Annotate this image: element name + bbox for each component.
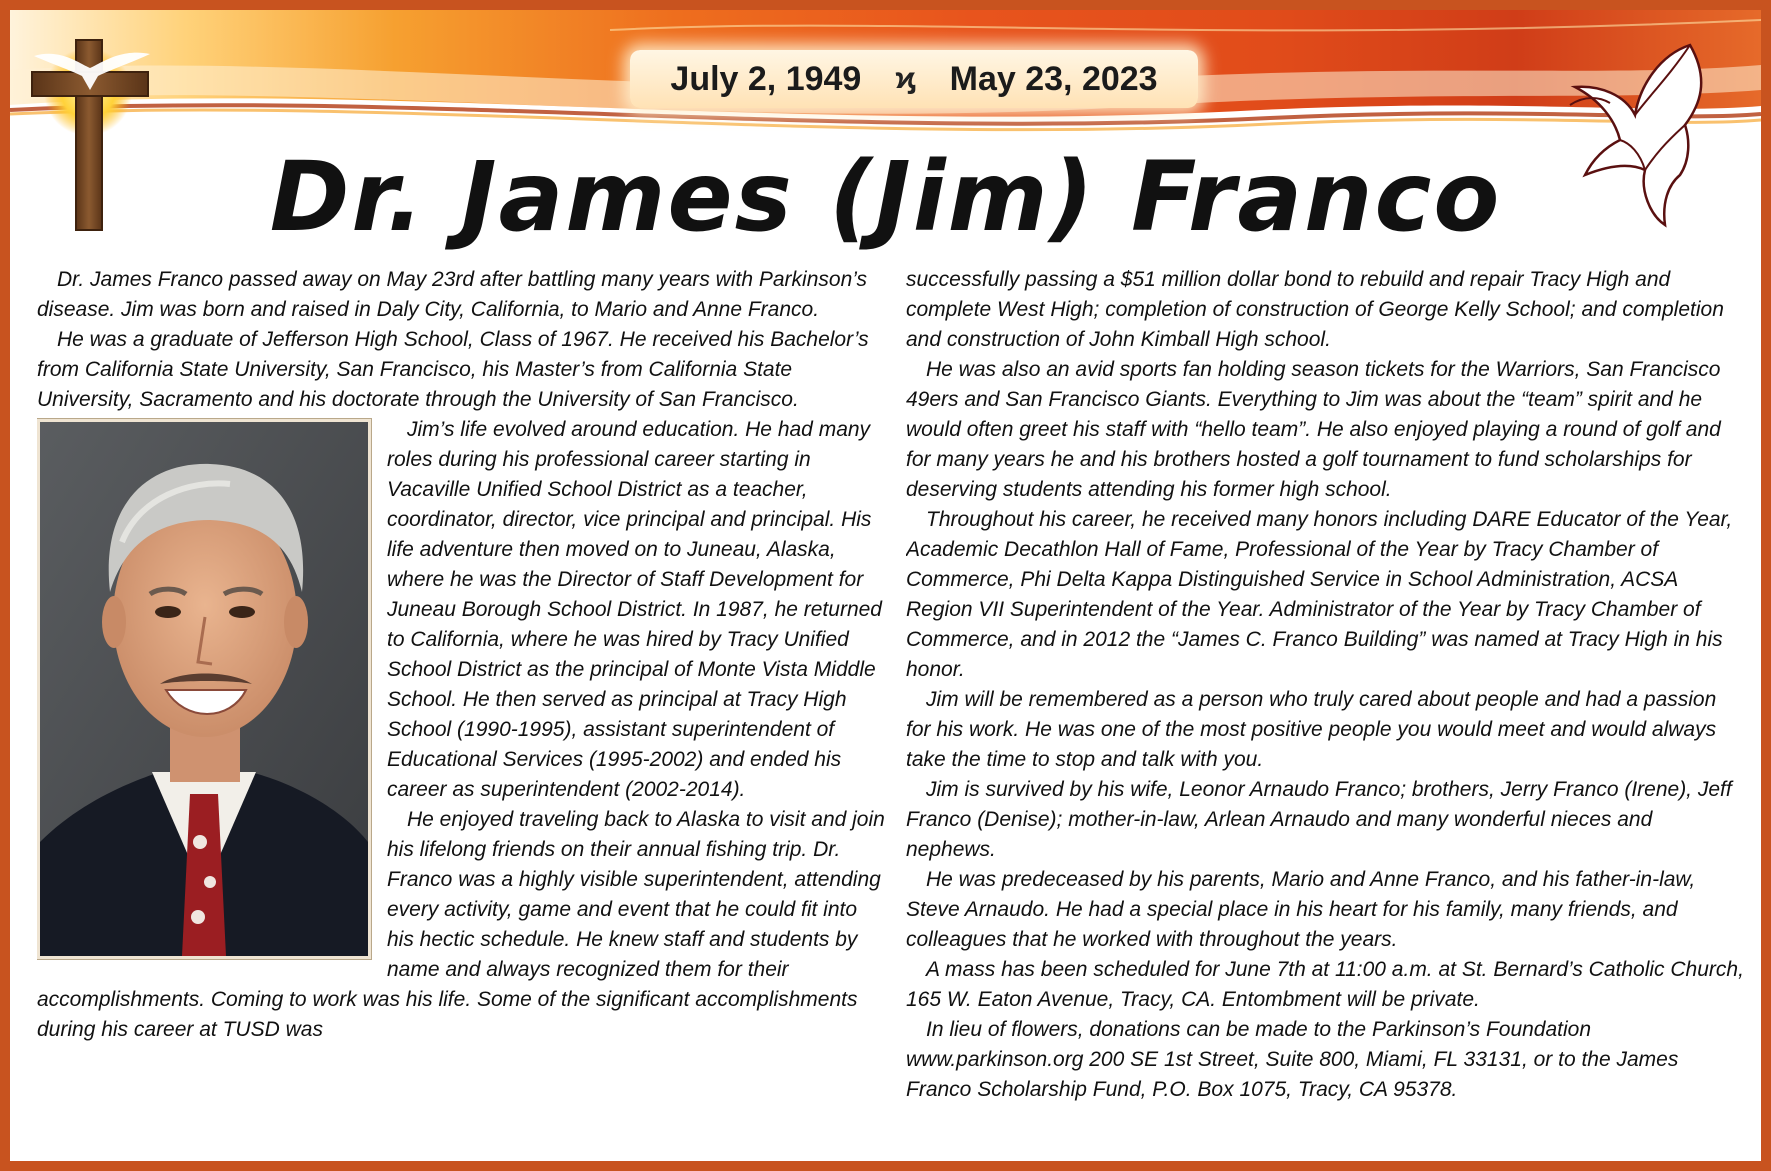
paragraph: In lieu of flowers, donations can be made to the Parkinson’s Foundation www.parkinson.org 200 SE 1st Street, Suite 800, Miami, FL 33131, or to the James Franco Scholarship Fund, P.O. Box 1075, Tracy, CA 95378. [906,1018,1679,1101]
header-banner [10,10,1761,145]
paragraph: Jim will be remembered as a person who truly cared about people and had a passion for his work. He was one of the most positive people you would meet and would always take the time to stop and talk with you. [906,688,1717,771]
right-column [906,265,1746,1145]
portrait-photo [37,419,371,959]
paragraph: Dr. James Franco passed away on May 23rd after battling many years with Parkinson’s disease. Jim was born and raised in Daly City, California, to Mario and Anne Franco. [37,268,868,321]
paragraph: He was a graduate of Jefferson High School, Class of 1967. He received his Bachelor’s from California State University, San Francisco, his Master’s from California State University, Sacramento and his doctorate through the University of San Francisco. [37,328,869,411]
paragraph: He was also an avid sports fan holding season tickets for the Warriors, San Francisco 49ers and San Francisco Giants. Everything to Jim was about the “team” spirit and he would often greet his staff with “hello team”. He also enjoyed playing a round of golf and for many years he and his brothers hosted a golf tournament to fund scholarships for deserving students attending his former high school. [906,358,1721,501]
paragraph: successfully passing a $51 million dollar bond to rebuild and repair Tracy High and complete West High; completion of construction of George Kelly School; and completion and construction of John Kimball High school. [906,268,1724,351]
paragraph: Throughout his career, he received many honors including DARE Educator of the Year, Academic Decathlon Hall of Fame, Professional of the Year by Tracy Chamber of Commerce, Phi Delta Kappa Distinguished Service in School Administration, ACSA Region VII Superintendent of the Year. Administrator of the Year by Tracy Chamber of Commerce, and in 2012 the “James C. Franco Building” was named at Tracy High in his honor. [906,508,1733,681]
paragraph: Jim’s life evolved around education. He had many roles during his professional career starting in Vacaville Unified School District as a teacher, coordinator, director, vice principal and principal. His life adventure then moved on to Juneau, Alaska, where he was the Director of Staff Development for Juneau Borough School District. In 1987, he returned to California, where he was hired by Tracy Unified School District as the principal of Monte Vista Middle School. He then served as principal at Tracy High School (1990-1995), assistant superintendent of Educational Services (1995-2002) and ended his career as superintendent (2002-2014). [387,418,882,801]
paragraph: He was predeceased by his parents, Mario and Anne Franco, and his father-in-law, Steve Arnaudo. He had a special place in his heart for his family, many friends, and colleagues that he worked with throughout the years. [906,868,1696,951]
paragraph: He enjoyed traveling back to Alaska to visit and join his lifelong friends on their annual fishing trip. Dr. Franco was a highly visible superintendent, attending every activity, game and event that he could fit into his hectic schedule. He knew staff and students by name and always recognized them for their accomplishments. Coming to work was his life. Some of the significant accomplishments during his career at TUSD was [37,808,885,1041]
paragraph: A mass has been scheduled for June 7th at 11:00 a.m. at St. Bernard’s Catholic Church, 165 W. Eaton Avenue, Tracy, CA. Entombment will be private. [906,958,1744,1011]
fleuron-icon: ϗ [895,62,916,95]
life-dates [630,50,1198,108]
birth-date: July 2, 1949 [670,59,862,98]
death-date: May 23, 2023 [949,59,1158,98]
paragraph: Jim is survived by his wife, Leonor Arnaudo Franco; brothers, Jerry Franco (Irene), Jeff Franco (Denise); mother-in-law, Arlean Arnaudo and many wonderful nieces and nephews. [906,778,1732,861]
left-column [37,265,885,1145]
deceased-name: Dr. James (Jim) Franco [269,141,1502,253]
